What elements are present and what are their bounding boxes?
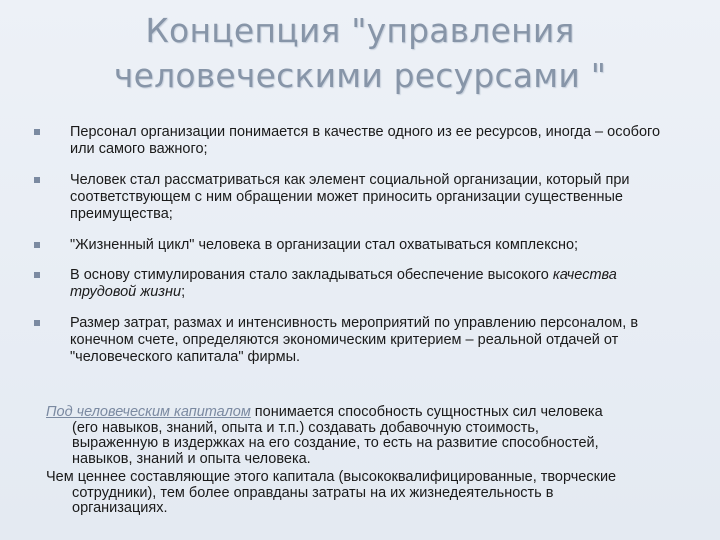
square-bullet-icon: [34, 242, 40, 248]
bullet-text: Персонал организации понимается в качестве одного из ее ресурсов, иногда – особого или самого важного;: [70, 124, 661, 157]
square-bullet-icon: [34, 129, 40, 135]
square-bullet-icon: [34, 320, 40, 326]
paragraph-line: (его навыков, знаний, опыта и т.п.) создавать добавочную стоимость,: [72, 419, 539, 436]
paragraph-line: понимается способность сущностных сил человека: [250, 404, 603, 420]
square-bullet-icon: [34, 272, 40, 278]
slide-title: [40, 8, 680, 98]
paragraph-line: навыков, знаний и опыта человека.: [72, 450, 311, 467]
bullet-item: [34, 124, 684, 158]
bullet-text-prefix: В основу стимулирования стало закладываться обеспечение высокого: [70, 267, 553, 283]
human-capital-paragraph: [46, 405, 686, 467]
paragraph-line: выраженную в издержках на его создание, то есть на развитие способностей,: [72, 435, 599, 451]
bullet-text-suffix: ;: [181, 284, 186, 300]
paragraph-line: сотрудники), тем более оправданы затраты на их жизнедеятельность в: [72, 484, 554, 501]
bullet-item: [34, 267, 684, 301]
bullet-text: Человек стал рассматриваться как элемент социальной организации, который при соответствующем с ним обращении может приносить организации существенные преимущества;: [70, 172, 630, 222]
square-bullet-icon: [34, 177, 40, 183]
human-capital-term: Под человеческим капиталом: [46, 404, 251, 420]
bullet-item: [34, 172, 684, 223]
bullet-text-italic: качества трудовой жизни: [70, 267, 617, 300]
bullet-item: [34, 237, 684, 254]
bullet-item: [34, 315, 684, 366]
title-line-1: Концепция "управления: [145, 11, 575, 50]
bullet-text: Размер затрат, размах и интенсивность мероприятий по управлению персоналом, в конечном счете, определяются экономическим критерием – реальной отдачей от "человеческого капитала" фирмы.: [70, 315, 639, 365]
title-line-2: человеческими ресурсами ": [113, 56, 607, 95]
paragraph-line: Чем ценнее составляющие этого капитала (высококвалифицированные, творческие: [46, 469, 617, 485]
bullet-list: [34, 124, 684, 380]
bullet-text: "Жизненный цикл" человека в организации стал охватываться комплексно;: [70, 237, 579, 253]
capital-value-paragraph: [46, 470, 686, 517]
paragraph-line: организациях.: [72, 500, 168, 516]
